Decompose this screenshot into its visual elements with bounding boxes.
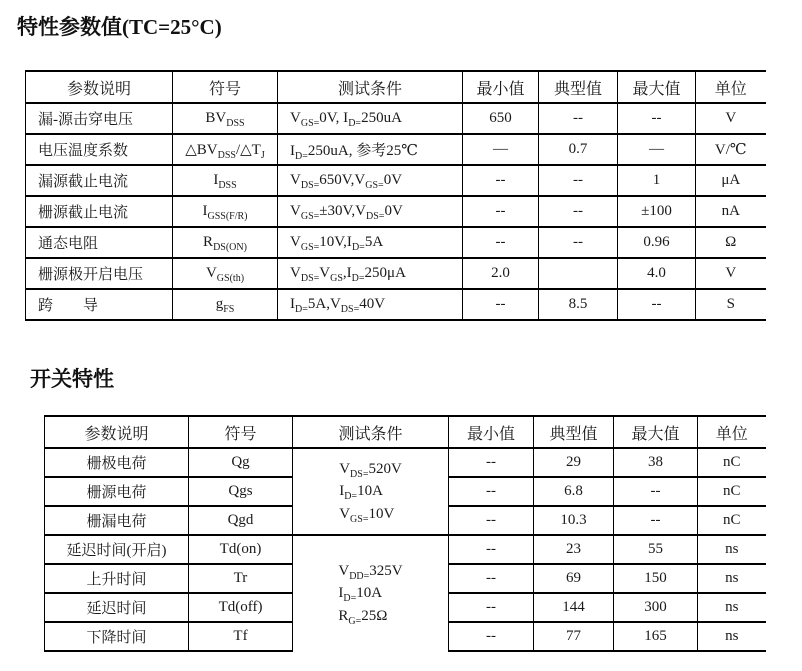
typ-cell: -- [539,103,618,134]
header-condition: 测试条件 [278,71,463,103]
unit-cell: nC [698,506,766,535]
condition-cell: $V_{GS=}\pm 30V,V_{DS=}0V$ [278,196,463,227]
unit-cell: ns [698,535,766,564]
symbol-cell: Qgs [189,477,293,506]
table-row [45,448,766,477]
typ-cell: -- [539,196,618,227]
condition-cell-merged [293,448,449,535]
typ-cell: 69 [534,564,614,593]
unit-cell: nA [696,196,766,227]
min-cell: -- [463,289,539,320]
typ-cell: -- [539,227,618,258]
param-cell: 通态电阻 [26,227,173,258]
min-cell: -- [449,477,534,506]
table-row [45,535,766,564]
table-header-row [26,71,766,103]
typ-cell [539,258,618,289]
condition-cell: $I_{D=}250uA$, 参考25℃ [278,134,463,165]
max-cell: 0.96 [618,227,696,258]
condition-cell: $V_{GS=}0V$, $I_{D=}250uA$ [278,103,463,134]
condition-cell: $V_{GS=}10V,I_{D=}5A$ [278,227,463,258]
unit-cell: Ω [696,227,766,258]
max-cell: 38 [614,448,698,477]
max-cell: — [618,134,696,165]
condition-cell-merged [293,535,449,651]
min-cell: -- [449,564,534,593]
max-cell: -- [614,477,698,506]
unit-cell: S [696,289,766,320]
param-cell: 栅源极开启电压 [26,258,173,289]
min-cell: -- [463,196,539,227]
symbol-cell: Qgd [189,506,293,535]
table-row [26,134,766,165]
max-cell: 165 [614,622,698,651]
symbol-cell: $BV_{DSS}$ [173,103,278,134]
header-param: 参数说明 [45,416,189,448]
param-cell: 漏-源击穿电压 [26,103,173,134]
symbol-cell: Td(off) [189,593,293,622]
condition-text: $V_{DD=}325V$ $I_{D=}10A$ $R_{G=}25\Omega$ [338,562,403,627]
symbol-cell: $\triangle BV_{DSS}/\triangle T_J$ [173,134,278,165]
header-typ: 典型值 [534,416,614,448]
min-cell: -- [449,448,534,477]
param-cell: 栅漏电荷 [45,506,189,535]
header-unit: 单位 [698,416,766,448]
symbol-cell: $I_{GSS(F/R)}$ [173,196,278,227]
condition-cell: $V_{DS=}650V,V_{GS=}0V$ [278,165,463,196]
min-cell: 2.0 [463,258,539,289]
unit-cell: μA [696,165,766,196]
table-row [26,227,766,258]
typ-cell: 8.5 [539,289,618,320]
param-cell: 延迟时间(开启) [45,535,189,564]
header-symbol: 符号 [173,71,278,103]
max-cell: 150 [614,564,698,593]
typ-cell: 77 [534,622,614,651]
header-typ: 典型值 [539,71,618,103]
section-title-characteristics: 特性参数值(TC=25°C) [17,15,222,39]
max-cell: -- [618,289,696,320]
header-condition: 测试条件 [293,416,449,448]
typ-cell: 29 [534,448,614,477]
header-max: 最大值 [614,416,698,448]
min-cell: -- [463,227,539,258]
param-cell: 漏源截止电流 [26,165,173,196]
symbol-cell: Tr [189,564,293,593]
unit-cell: V [696,103,766,134]
unit-cell: ns [698,564,766,593]
max-cell: -- [614,506,698,535]
typ-cell: 23 [534,535,614,564]
max-cell: 1 [618,165,696,196]
condition-text: $V_{DS=}520V$ $I_{D=}10A$ $V_{GS=}10V$ [339,460,402,525]
header-symbol: 符号 [189,416,293,448]
unit-cell: nC [698,477,766,506]
table-row [26,258,766,289]
symbol-cell: $g_{FS}$ [173,289,278,320]
unit-cell: ns [698,593,766,622]
param-cell: 栅源电荷 [45,477,189,506]
min-cell: -- [449,593,534,622]
symbol-cell: Qg [189,448,293,477]
unit-cell: nC [698,448,766,477]
param-cell: 延迟时间 [45,593,189,622]
header-unit: 单位 [696,71,766,103]
table-row [26,196,766,227]
header-min: 最小值 [449,416,534,448]
typ-cell: 6.8 [534,477,614,506]
param-cell: 电压温度系数 [26,134,173,165]
param-cell: 下降时间 [45,622,189,651]
section-title-switching: 开关特性 [30,367,114,391]
symbol-cell: $I_{DSS}$ [173,165,278,196]
header-max: 最大值 [618,71,696,103]
min-cell: -- [449,506,534,535]
condition-cell: $I_{D=}5A,V_{DS=}40V$ [278,289,463,320]
symbol-cell: Td(on) [189,535,293,564]
min-cell: -- [449,535,534,564]
symbol-cell: $V_{GS(th)}$ [173,258,278,289]
param-cell: 跨 导 [26,289,173,320]
max-cell: 55 [614,535,698,564]
unit-cell: V/℃ [696,134,766,165]
table-row [26,289,766,320]
min-cell: — [463,134,539,165]
switching-characteristics-table [44,415,766,652]
max-cell: -- [618,103,696,134]
max-cell: 300 [614,593,698,622]
table-header-row [45,416,766,448]
typ-cell: 0.7 [539,134,618,165]
param-cell: 栅极电荷 [45,448,189,477]
symbol-cell: $R_{DS(ON)}$ [173,227,278,258]
unit-cell: V [696,258,766,289]
min-cell: 650 [463,103,539,134]
max-cell: ±100 [618,196,696,227]
condition-cell: $V_{DS=}V_{GS},I_{D=}250\mu A$ [278,258,463,289]
header-param: 参数说明 [26,71,173,103]
symbol-cell: Tf [189,622,293,651]
min-cell: -- [463,165,539,196]
max-cell: 4.0 [618,258,696,289]
typ-cell: 144 [534,593,614,622]
unit-cell: ns [698,622,766,651]
min-cell: -- [449,622,534,651]
table-row [26,103,766,134]
typ-cell: -- [539,165,618,196]
table-row [26,165,766,196]
param-cell: 栅源截止电流 [26,196,173,227]
electrical-characteristics-table [25,70,766,321]
param-cell: 上升时间 [45,564,189,593]
header-min: 最小值 [463,71,539,103]
typ-cell: 10.3 [534,506,614,535]
